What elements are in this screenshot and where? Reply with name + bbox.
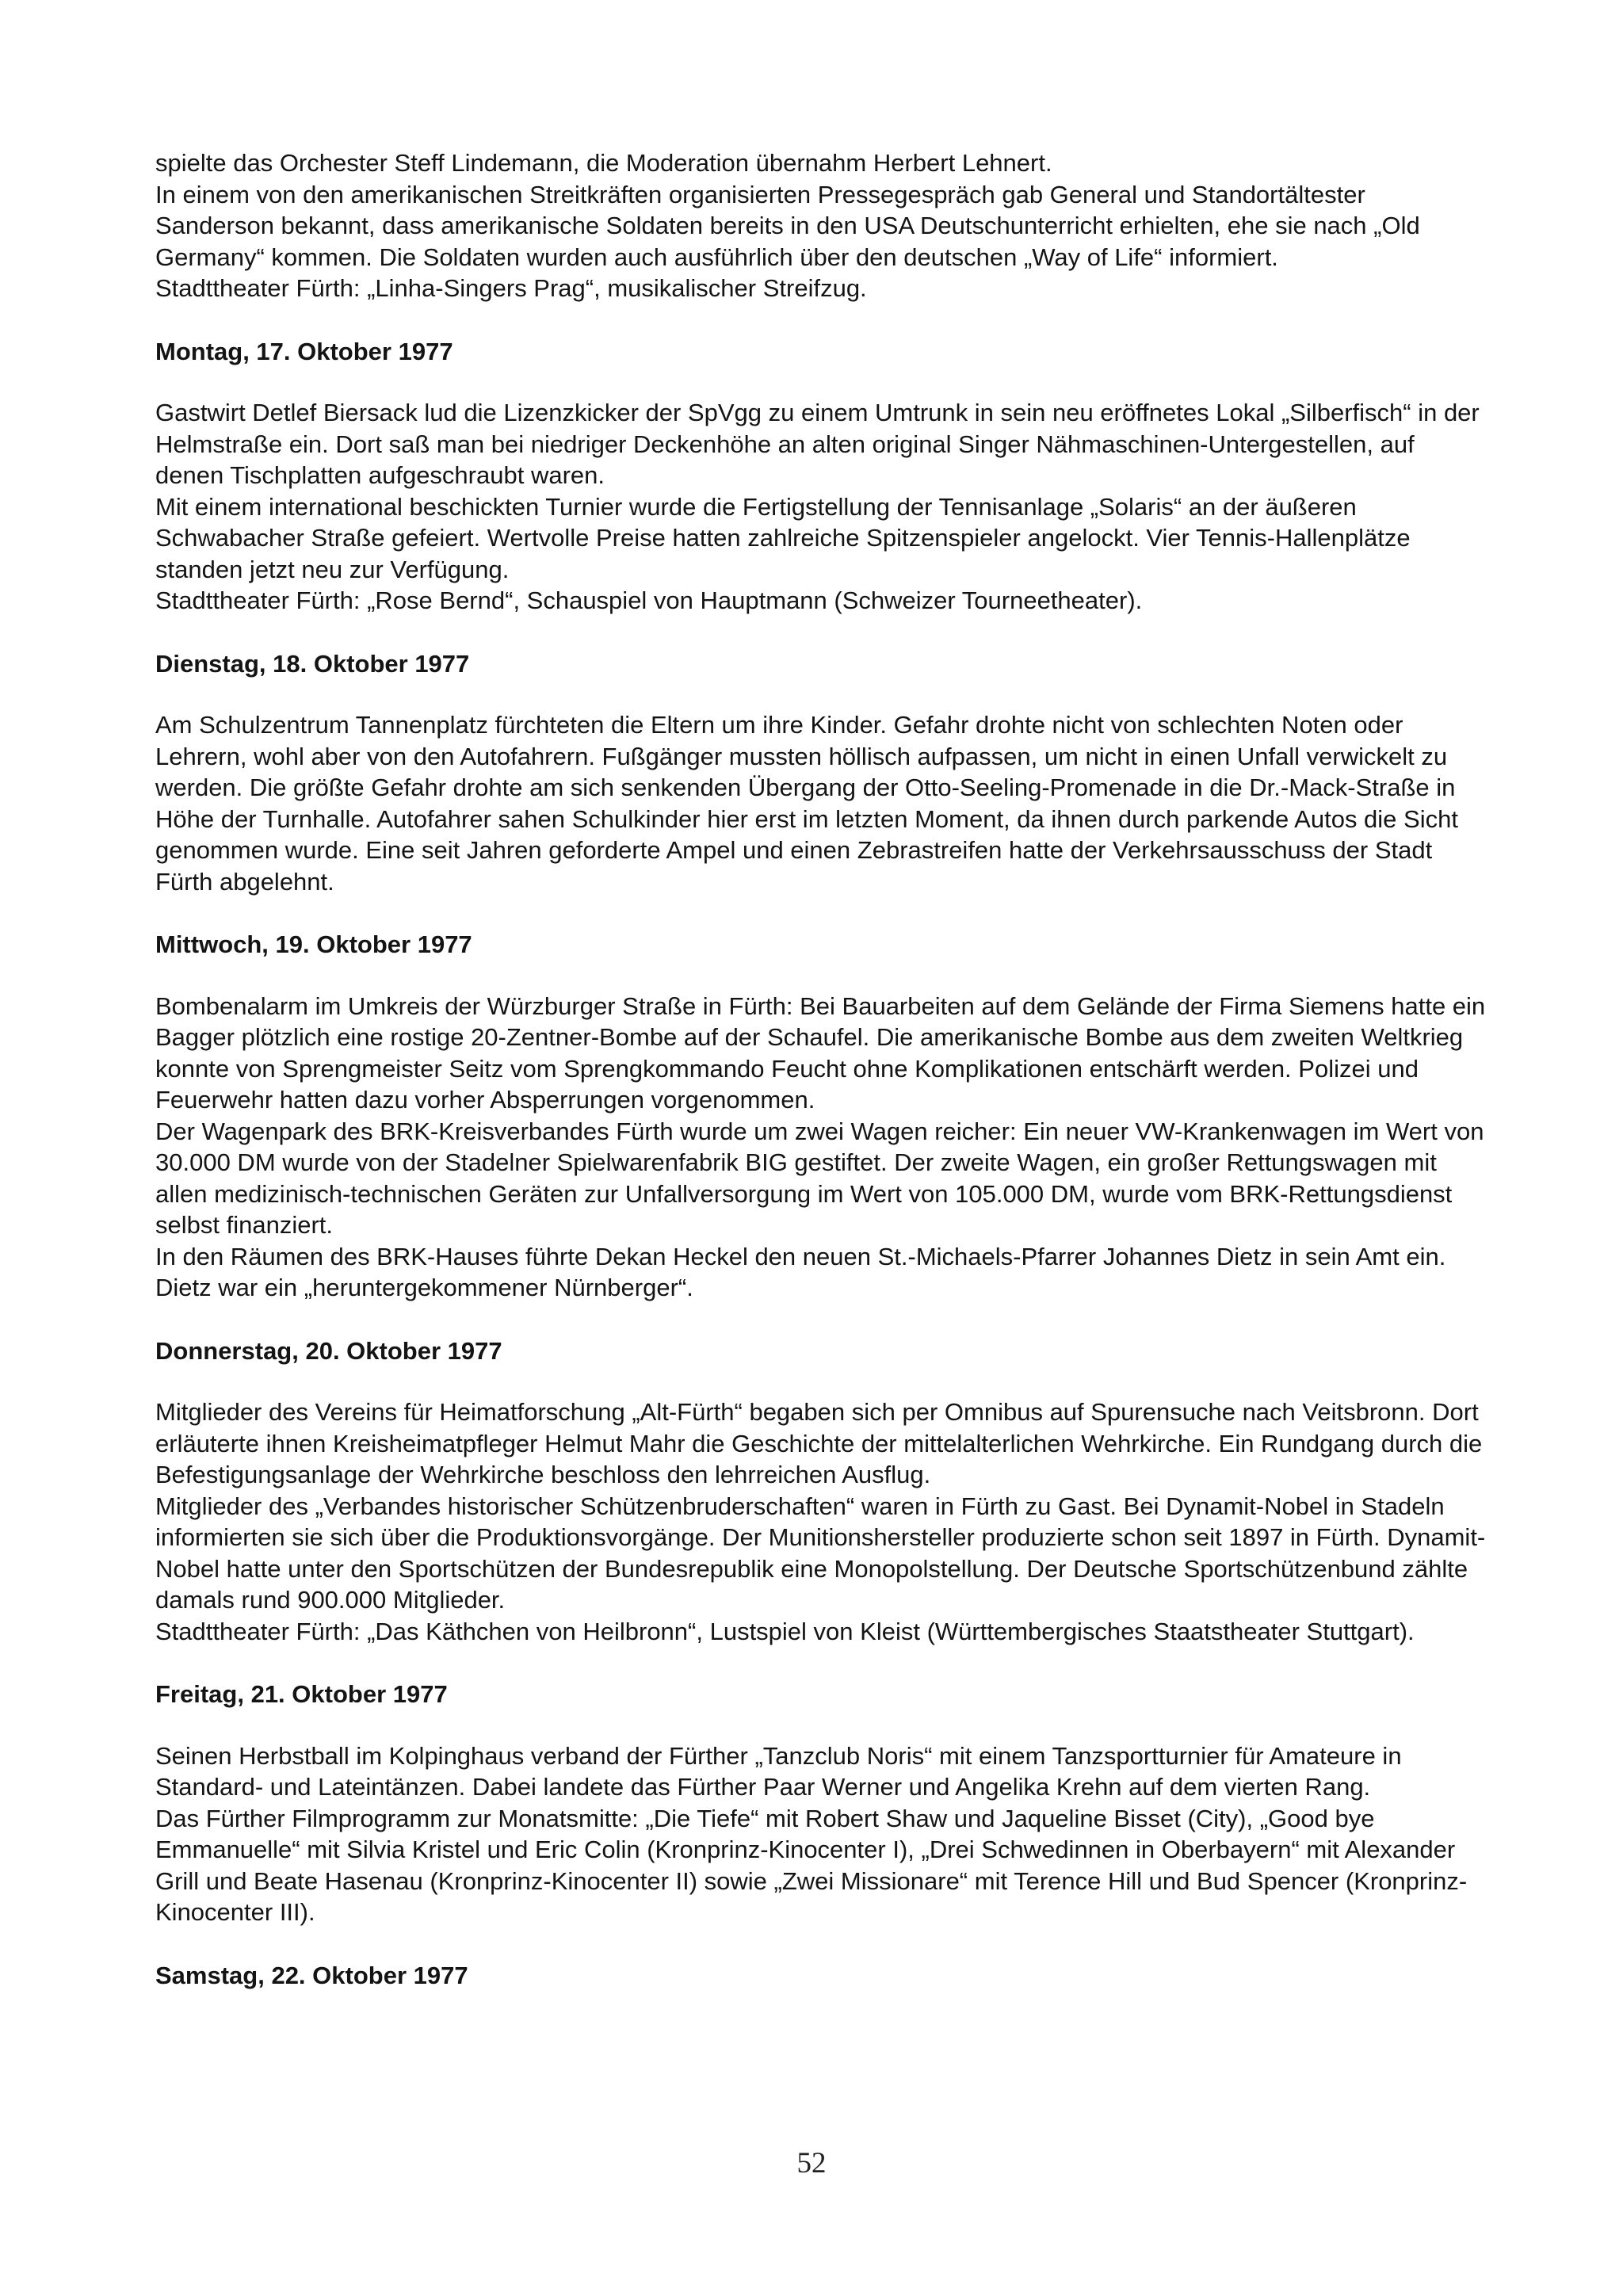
section-paragraph: Mit einem international beschickten Turnier wurde die Fertigstellung der Tennisanlage „Solaris“ an der äußeren Schwabacher Straße gefeiert. Wertvolle Preise hatten zahlreiche Spitzenspieler angelockt. Vier Tennis-Hallenplätze standen jetzt neu zur Verfügung. bbox=[155, 492, 1411, 583]
section-samstag bbox=[155, 1960, 1487, 1992]
section-paragraph: Gastwirt Detlef Biersack lud die Lizenzkicker der SpVgg zu einem Umtrunk in sein neu eröffnetes Lokal „Silberfisch“ in der Helmstraße ein. Dort saß man bei niedriger Deckenhöhe an alten original Singer Nähmaschinen-Untergestellen, auf denen Tischplatten aufgeschraubt waren. bbox=[155, 399, 1480, 489]
section-paragraph: Stadttheater Fürth: „Rose Bernd“, Schauspiel von Hauptmann (Schweizer Tourneetheater). bbox=[155, 586, 1143, 614]
section-paragraph: Das Fürther Filmprogramm zur Monatsmitte: „Die Tiefe“ mit Robert Shaw und Jaqueline Bisset (City), „Good bye Emmanuelle“ mit Silvia Kristel und Eric Colin (Kronprinz-Kinocenter I), „Drei Schwedinnen in Oberbayern“ mit Alexander Grill und Beate Hasenau (Kronprinz-Kinocenter II) sowie „Zwei Missionare“ mit Terence Hill und Bud Spencer (Kronprinz-Kinocenter III). bbox=[155, 1804, 1468, 1926]
intro-paragraph-3: Stadttheater Fürth: „Linha-Singers Prag“, musikalischer Streifzug. bbox=[155, 274, 867, 302]
section-paragraph: Mitglieder des Vereins für Heimatforschung „Alt-Fürth“ begaben sich per Omnibus auf Spurensuche nach Veitsbronn. Dort erläuterte ihnen Kreisheimatpfleger Helmut Mahr die Geschichte der mittelalterlichen Wehrkirche. Ein Rundgang durch die Befestigungsanlage der Wehrkirche beschloss den lehrreichen Ausflug. bbox=[155, 1398, 1483, 1488]
page-number: 52 bbox=[796, 2147, 827, 2179]
section-freitag bbox=[155, 1679, 1487, 1928]
section-date-heading: Mittwoch, 19. Oktober 1977 bbox=[155, 930, 472, 958]
section-mittwoch bbox=[155, 929, 1487, 1304]
section-paragraph: Bombenalarm im Umkreis der Würzburger Straße in Fürth: Bei Bauarbeiten auf dem Gelände der Firma Siemens hatte ein Bagger plötzlich eine rostige 20-Zentner-Bombe auf der Schaufel. Die amerikanische Bombe aus dem zweiten Weltkrieg konnte von Sprengmeister Seitz vom Sprengkommando Feucht ohne Komplikationen entschärft werden. Polizei und Feuerwehr hatten dazu vorher Absperrungen vorgenommen. bbox=[155, 991, 1486, 1114]
section-date-heading: Freitag, 21. Oktober 1977 bbox=[155, 1680, 448, 1708]
section-date-heading: Montag, 17. Oktober 1977 bbox=[155, 337, 453, 365]
section-paragraph: Der Wagenpark des BRK-Kreisverbandes Fürth wurde um zwei Wagen reicher: Ein neuer VW-Krankenwagen im Wert von 30.000 DM wurde von der Stadelner Spielwarenfabrik BIG gestiftet. Der zweite Wagen, ein großer Rettungswagen mit allen medizinisch-technischen Geräten zur Unfallversorgung im Wert von 105.000 DM, wurde vom BRK-Rettungsdienst selbst finanziert. bbox=[155, 1117, 1484, 1239]
section-donnerstag bbox=[155, 1335, 1487, 1648]
section-date-heading: Donnerstag, 20. Oktober 1977 bbox=[155, 1336, 502, 1365]
document-page bbox=[155, 147, 1487, 2021]
section-date-heading: Samstag, 22. Oktober 1977 bbox=[155, 1961, 468, 1989]
intro-block bbox=[155, 147, 1487, 304]
section-paragraph: In den Räumen des BRK-Hauses führte Dekan Heckel den neuen St.-Michaels-Pfarrer Johannes Dietz in sein Amt ein. Dietz war ein „heruntergekommener Nürnberger“. bbox=[155, 1242, 1446, 1301]
section-montag bbox=[155, 336, 1487, 617]
intro-paragraph-2: In einem von den amerikanischen Streitkräften organisierten Pressegespräch gab General und Standortältester Sanderson bekannt, dass amerikanische Soldaten bereits in den USA Deutschunterricht erhielten, ehe sie nach „Old Germany“ kommen. Die Soldaten wurden auch ausführlich über den deutschen „Way of Life“ informiert. bbox=[155, 180, 1420, 271]
section-paragraph: Seinen Herbstball im Kolpinghaus verband der Fürther „Tanzclub Noris“ mit einem Tanzsportturnier für Amateure in Standard- und Lateintänzen. Dabei landete das Fürther Paar Werner und Angelika Krehn auf dem vierten Rang. bbox=[155, 1741, 1402, 1801]
section-date-heading: Dienstag, 18. Oktober 1977 bbox=[155, 649, 470, 678]
section-dienstag bbox=[155, 648, 1487, 898]
section-paragraph: Mitglieder des „Verbandes historischer Schützenbruderschaften“ waren in Fürth zu Gast. Bei Dynamit-Nobel in Stadeln informierten sie sich über die Produktionsvorgänge. Der Munitionshersteller produzierte schon seit 1897 in Fürth. Dynamit-Nobel hatte unter den Sportschützen der Bundesrepublik eine Monopolstellung. Der Deutsche Sportschützenbund zählte damals rund 900.000 Mitglieder. bbox=[155, 1492, 1486, 1614]
section-paragraph: Stadttheater Fürth: „Das Käthchen von Heilbronn“, Lustspiel von Kleist (Württembergisches Staatstheater Stuttgart). bbox=[155, 1617, 1415, 1645]
section-paragraph: Am Schulzentrum Tannenplatz fürchteten die Eltern um ihre Kinder. Gefahr drohte nicht von schlechten Noten oder Lehrern, wohl aber von den Autofahrern. Fußgänger mussten höllisch aufpassen, um nicht in einen Unfall verwickelt zu werden. Die größte Gefahr drohte am sich senkenden Übergang der Otto-Seeling-Promenade in die Dr.-Mack-Straße in Höhe der Turnhalle. Autofahrer sahen Schulkinder hier erst im letzten Moment, da ihnen durch parkende Autos die Sicht genommen wurde. Eine seit Jahren geforderte Ampel und einen Zebrastreifen hatte der Verkehrsausschuss der Stadt Fürth abgelehnt. bbox=[155, 711, 1458, 896]
intro-paragraph-1: spielte das Orchester Steff Lindemann, die Moderation übernahm Herbert Lehnert. bbox=[155, 149, 1052, 177]
